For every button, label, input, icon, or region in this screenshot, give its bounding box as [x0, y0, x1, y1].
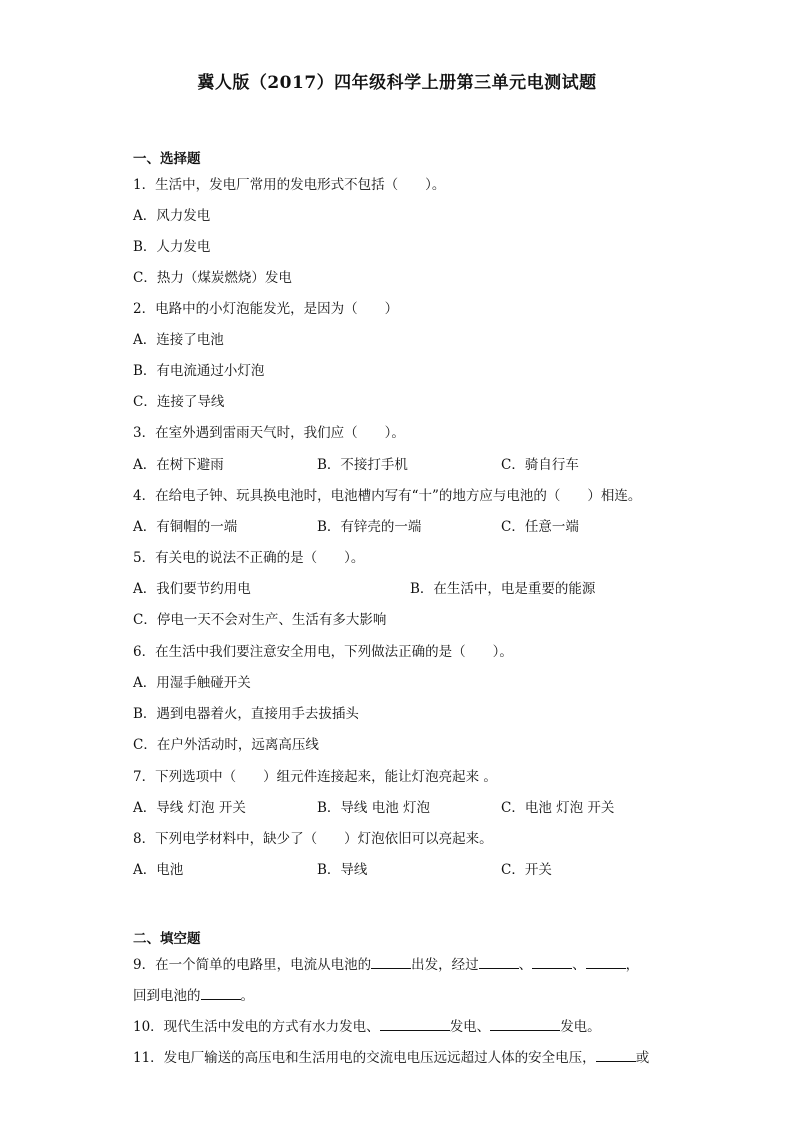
question-6: 6．在生活中我们要注意安全用电，下列做法正确的是（ ）。 — [133, 644, 513, 660]
q9-text-3: 回到电池的 — [133, 988, 201, 1004]
page-title: 冀人版（2017）四年级科学上册第三单元电测试题 — [197, 73, 597, 93]
q7-option-c: C．电池 灯泡 开关 — [501, 800, 615, 816]
q4-option-a: A．有铜帽的一端 — [133, 519, 238, 535]
q8-option-a: A．电池 — [133, 862, 184, 878]
q5-option-b: B．在生活中，电是重要的能源 — [410, 581, 596, 597]
q1-option-c: C．热力（煤炭燃烧）发电 — [133, 270, 292, 286]
q9-text-1: 9．在一个简单的电路里，电流从电池的 — [133, 957, 372, 973]
q5-option-a: A．我们要节约用电 — [133, 581, 251, 597]
q4-option-b: B．有锌壳的一端 — [317, 519, 422, 535]
section-heading-fill: 二、填空题 — [133, 931, 201, 947]
q1-option-b: B．人力发电 — [133, 239, 211, 255]
question-8: 8．下列电学材料中，缺少了（ ）灯泡依旧可以亮起来。 — [133, 831, 493, 847]
question-11 — [133, 1046, 649, 1066]
q2-option-c: C．连接了导线 — [133, 394, 225, 410]
question-4: 4．在给电子钟、玩具换电池时，电池槽内写有“十”的地方应与电池的（ ）相连。 — [133, 488, 642, 504]
answer-blank[interactable] — [479, 956, 519, 969]
answer-blank[interactable] — [596, 1049, 636, 1062]
question-3: 3．在室外遇到雷雨天气时，我们应（ ）。 — [133, 425, 405, 441]
q3-option-c: C．骑自行车 — [501, 457, 579, 473]
q6-option-b: B．遇到电器着火，直接用手去拔插头 — [133, 706, 359, 722]
answer-blank[interactable] — [380, 1018, 450, 1031]
q6-option-c: C．在户外活动时，远离高压线 — [133, 737, 319, 753]
q10-text-1: 10．现代生活中发电的方式有水力发电、 — [133, 1019, 380, 1035]
q9-period: 。 — [240, 988, 254, 1004]
q1-option-a: A．风力发电 — [133, 208, 211, 224]
question-7: 7．下列选项中（ ）组元件连接起来，能让灯泡亮起来 。 — [133, 769, 497, 785]
q6-option-a: A．用湿手触碰开关 — [133, 675, 251, 691]
question-2: 2．电路中的小灯泡能发光，是因为（ ） — [133, 301, 399, 317]
q9-separator: 、 — [518, 957, 533, 973]
q10-text-3: 发电。 — [560, 1019, 601, 1035]
question-9-line-2 — [133, 984, 254, 1004]
question-5: 5．有关电的说法不正确的是（ ）。 — [133, 550, 365, 566]
q7-option-a: A．导线 灯泡 开关 — [133, 800, 246, 816]
question-10 — [133, 1015, 601, 1035]
q9-separator: 、 — [572, 957, 586, 973]
answer-blank[interactable] — [490, 1018, 560, 1031]
q5-option-c: C．停电一天不会对生产、生活有多大影响 — [133, 612, 387, 628]
question-9 — [133, 953, 639, 973]
q8-option-b: B．导线 — [317, 862, 368, 878]
q10-text-2: 发电、 — [449, 1019, 491, 1035]
q9-comma: ， — [625, 957, 640, 973]
q4-option-c: C．任意一端 — [501, 519, 579, 535]
q8-option-c: C．开关 — [501, 862, 552, 878]
answer-blank[interactable] — [371, 956, 411, 969]
q7-option-b: B．导线 电池 灯泡 — [317, 800, 431, 816]
q3-option-b: B．不接打手机 — [317, 457, 408, 473]
q2-option-b: B．有电流通过小灯泡 — [133, 363, 265, 379]
section-heading-choice: 一、选择题 — [133, 151, 201, 167]
question-1: 1．生活中，发电厂常用的发电形式不包括（ ）。 — [133, 177, 446, 193]
q11-text-1: 11．发电厂输送的高压电和生活用电的交流电电压远远超过人体的安全电压， — [133, 1050, 596, 1066]
q9-text-2: 出发，经过 — [411, 957, 479, 973]
q2-option-a: A．连接了电池 — [133, 332, 224, 348]
q11-text-2: 或 — [635, 1050, 650, 1066]
answer-blank[interactable] — [201, 987, 241, 1000]
answer-blank[interactable] — [586, 956, 626, 969]
answer-blank[interactable] — [532, 956, 572, 969]
q3-option-a: A．在树下避雨 — [133, 457, 224, 473]
